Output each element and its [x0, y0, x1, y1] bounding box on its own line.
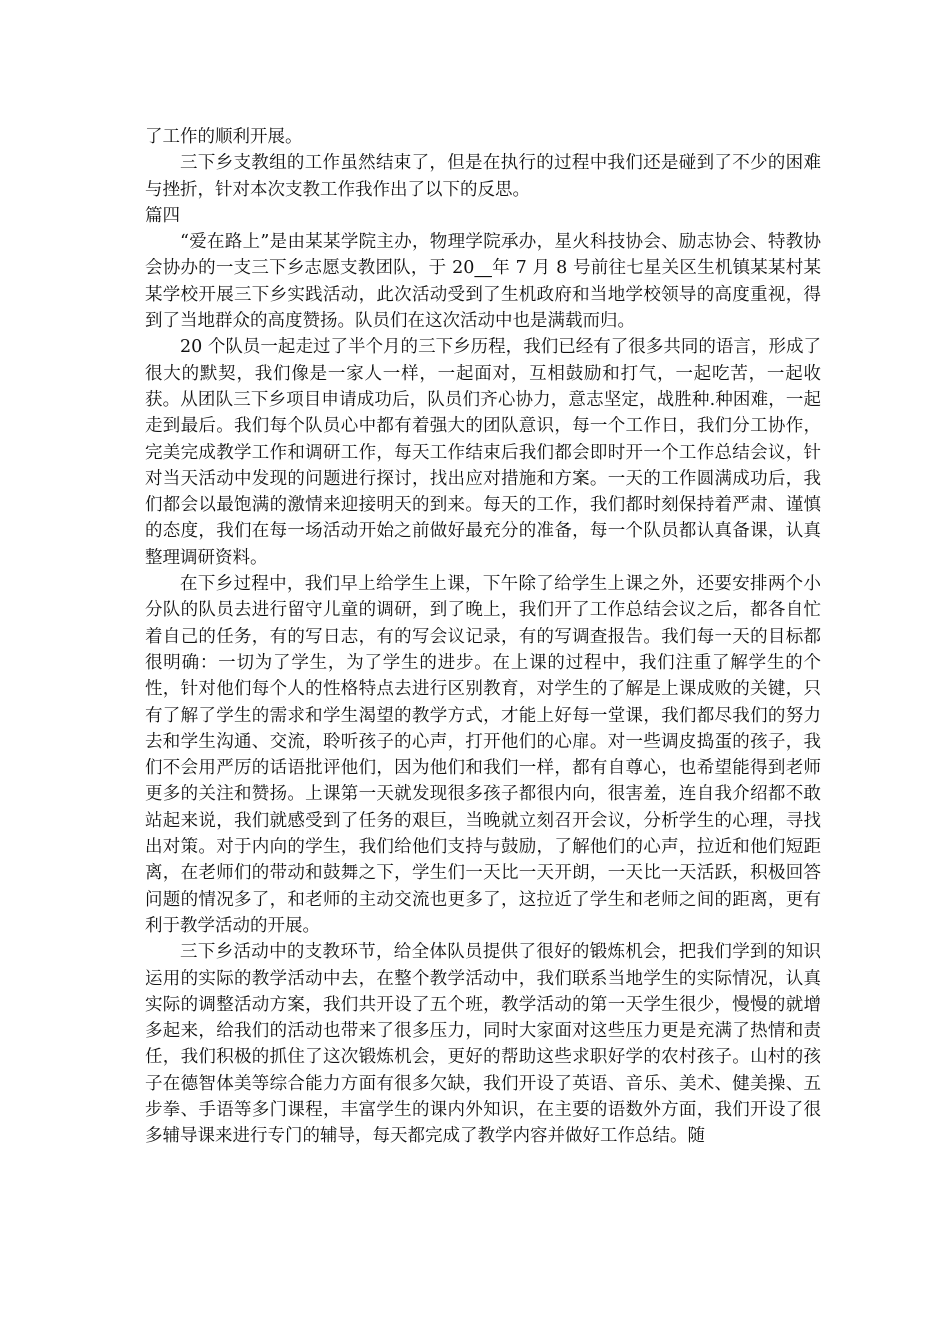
team-paragraph: 20 个队员一起走过了半个月的三下乡历程，我们已经有了很多共同的语言，形成了很大的默契，我们像是一家人一样，一起面对，互相鼓励和打气，一起吃苦，一起收获。从团队三下乡项目申请成功后，队员们齐心协力，意志坚定，战胜种.种困难，一起走到最后。我们每个队员心中都有着强大的团队意识，每一个工作日，我们分工协作，完美完成教学工作和调研工作，每天工作结束后我们都会即时开一个工作总结会议，针对当天活动中发现的问题进行探讨，找出应对措施和方案。一天的工作圆满成功后，我们都会以最饱满的激情来迎接明天的到来。每天的工作，我们都时刻保持着严肃、谨慎的态度，我们在每一场活动开始之前做好最充分的准备，每一个队员都认真备课，认真整理调研资料。 — [145, 337, 821, 568]
intro-text-before-blank: “爱在路上”是由某某学院主办，物理学院承办，星火科技协会、励志协会、特教协会协办的一支三下乡志愿支教团队，于 20 — [145, 232, 821, 279]
teaching-process-paragraph: 在下乡过程中，我们早上给学生上课，下午除了给学生上课之外，还要安排两个小分队的队员去进行留守儿童的调研，到了晚上，我们开了工作总结会议之后，都各自忙着自己的任务，有的写日志，有的写会议记录，有的写调查报告。我们每一天的目标都很明确：一切为了学生，为了学生的进步。在上课的过程中，我们注重了解学生的个性，针对他们每个人的性格特点去进行区别教育，对学生的了解是上课成败的关键，只有了解了学生的需求和学生渴望的教学方式，才能上好每一堂课，我们都尽我们的努力去和学生沟通、交流，聆听孩子的心声，打开他们的心扉。对一些调皮捣蛋的孩子，我们不会用严厉的话语批评他们，因为他们和我们一样，都有自尊心，也希望能得到老师更多的关注和赞扬。上课第一天就发现很多孩子都很内向，很害羞，连自我介绍都不敢站起来说，我们就感受到了任务的艰巨，当晚就立刻召开会议，分析学生的心理，寻找出对策。对于内向的学生，我们给他们支持与鼓励，了解他们的心声，拉近和他们短距离，在老师们的带动和鼓舞之下，学生们一天比一天开朗，一天比一天活跃，积极回答问题的情况多了，和老师的主动交流也更多了，这拉近了学生和老师之间的距离，更有利于教学活动的开展。 — [145, 574, 821, 936]
intro-text-after-blank: 年 7 月 8 号前往七星关区生机镇某某村某某学校开展三下乡实践活动，此次活动受到了生机政府和当地学校领导的高度重视，得到了当地群众的高度赞扬。队员们在这次活动中也是满载而归。 — [145, 258, 821, 332]
teaching-practice-paragraph: 三下乡活动中的支教环节，给全体队员提供了很好的锻炼机会，把我们学到的知识运用的实际的教学活动中去，在整个教学活动中，我们联系当地学生的实际情况，认真实际的调整活动方案，我们共开设了五个班，教学活动的第一天学生很少，慢慢的就增多起来，给我们的活动也带来了很多压力，同时大家面对这些压力更是充满了热情和责任，我们积极的抓住了这次锻炼机会，更好的帮助这些求职好学的农村孩子。山村的孩子在德智体美等综合能力方面有很多欠缺，我们开设了英语、音乐、美术、健美操、五步拳、手语等多门课程，丰富学生的课内外知识，在主要的语数外方面，我们开设了很多辅导课来进行专门的辅导，每天都完成了教学内容并做好工作总结。随 — [145, 942, 821, 1147]
year-blank: __ — [474, 258, 492, 279]
continuation-line: 了工作的顺利开展。 — [145, 127, 303, 147]
reflection-intro-paragraph: 三下乡支教组的工作虽然结束了，但是在执行的过程中我们还是碰到了不少的困难与挫折，针对本次支教工作我作出了以下的反思。 — [145, 153, 821, 200]
section-heading: 篇四 — [145, 205, 180, 226]
intro-paragraph — [145, 229, 821, 334]
document-page — [145, 124, 821, 1150]
